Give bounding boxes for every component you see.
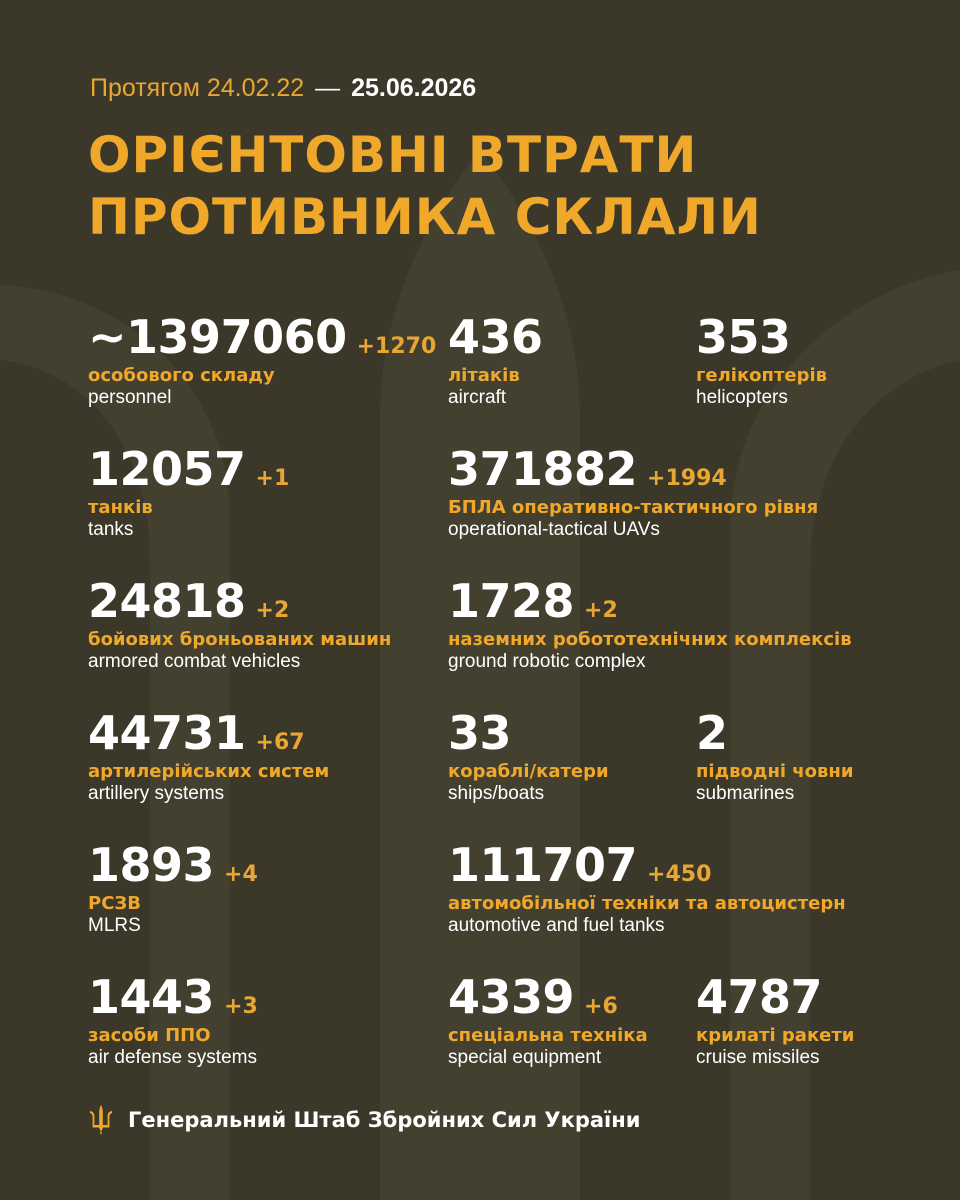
stat-uavs	[448, 442, 818, 541]
stat-value: ~1397060	[88, 310, 347, 364]
trident-icon	[90, 1105, 112, 1135]
stat-label-en: automotive and fuel tanks	[448, 915, 665, 936]
stat-value: 33	[448, 706, 512, 760]
stat-label-en: operational-tactical UAVs	[448, 519, 660, 540]
footer-text: Генеральний Штаб Збройних Сил України	[128, 1108, 641, 1132]
stat-delta: +4	[224, 862, 258, 887]
headline-line-2: ПРОТИВНИКА СКЛАЛИ	[88, 188, 762, 246]
stat-cruise-missiles	[696, 970, 854, 1069]
stat-label-en: air defense systems	[88, 1047, 257, 1068]
stat-label-ua: наземних робототехнічних комплексів	[448, 629, 852, 650]
stat-label-en: MLRS	[88, 915, 141, 936]
stat-value: 1893	[88, 838, 215, 892]
headline	[88, 124, 762, 248]
stat-label-ua: бойових броньованих машин	[88, 629, 392, 650]
period-start: 24.02.22	[206, 74, 305, 102]
footer	[90, 1105, 640, 1135]
stat-delta: +1270	[356, 334, 437, 359]
stat-value: 12057	[88, 442, 246, 496]
stat-label-en: submarines	[696, 783, 795, 804]
stat-delta: +1994	[647, 466, 727, 491]
stat-label-en: armored combat vehicles	[88, 651, 301, 672]
stat-mlrs	[88, 838, 258, 937]
stat-label-ua: особового складу	[88, 365, 275, 386]
stat-label-en: personnel	[88, 387, 172, 408]
stat-label-ua: артилерійських систем	[88, 761, 330, 782]
stat-value: 24818	[88, 574, 246, 628]
stat-label-en: artillery systems	[88, 783, 225, 804]
period-prefix: Протягом	[90, 74, 200, 102]
stat-value: 1728	[448, 574, 575, 628]
stat-label-en: aircraft	[448, 387, 507, 408]
stat-label-ua: БПЛА оперативно-тактичного рівня	[448, 497, 819, 518]
stat-label-en: ships/boats	[448, 783, 545, 804]
stat-label-en: special equipment	[448, 1047, 602, 1068]
stat-label-en: ground robotic complex	[448, 651, 646, 672]
stat-label-ua: засоби ППО	[88, 1025, 211, 1046]
stat-label-ua: спеціальна техніка	[448, 1025, 648, 1046]
stat-label-en: cruise missiles	[696, 1047, 820, 1068]
headline-line-1: ОРІЄНТОВНІ ВТРАТИ	[88, 126, 698, 184]
stat-label-en: helicopters	[696, 387, 788, 408]
stat-value: 2	[696, 706, 728, 760]
stat-robotic	[448, 574, 852, 673]
stat-helicopters	[696, 310, 827, 409]
stat-label-ua: РСЗВ	[88, 893, 141, 914]
period-line	[90, 74, 476, 103]
stat-label-ua: крилаті ракети	[696, 1025, 855, 1046]
stat-air-defense	[88, 970, 258, 1069]
stat-value: 4339	[448, 970, 575, 1024]
stat-label-ua: гелікоптерів	[696, 365, 828, 386]
stat-value: 1443	[88, 970, 215, 1024]
stat-acv	[88, 574, 391, 673]
stat-submarines	[696, 706, 853, 805]
stat-value: 353	[696, 310, 791, 364]
stat-delta: +2	[255, 598, 290, 623]
stat-value: 44731	[88, 706, 246, 760]
stat-label-en: tanks	[88, 519, 134, 540]
stat-delta: +2	[584, 598, 618, 623]
stat-value: 111707	[448, 838, 638, 892]
stat-vehicles	[448, 838, 846, 937]
stat-value: 4787	[696, 970, 823, 1024]
stat-special	[448, 970, 648, 1069]
stat-delta: +67	[255, 730, 305, 755]
stat-delta: +1	[255, 466, 290, 491]
stat-personnel	[88, 310, 436, 409]
stat-label-ua: кораблі/катери	[448, 761, 609, 782]
stat-delta: +450	[647, 862, 712, 887]
stat-value: 436	[448, 310, 543, 364]
stat-tanks	[88, 442, 289, 541]
stat-label-ua: літаків	[448, 365, 520, 386]
stat-label-ua: танків	[88, 497, 153, 518]
stat-aircraft	[448, 310, 543, 409]
stat-label-ua: автомобільної техніки та автоцистерн	[448, 893, 846, 914]
stat-artillery	[88, 706, 329, 805]
period-separator: —	[315, 74, 341, 102]
stat-delta: +6	[584, 994, 618, 1019]
stat-delta: +3	[224, 994, 258, 1019]
stat-label-ua: підводні човни	[696, 761, 854, 782]
stat-value: 371882	[448, 442, 638, 496]
period-end: 25.06.2026	[351, 74, 477, 102]
stat-ships	[448, 706, 609, 805]
